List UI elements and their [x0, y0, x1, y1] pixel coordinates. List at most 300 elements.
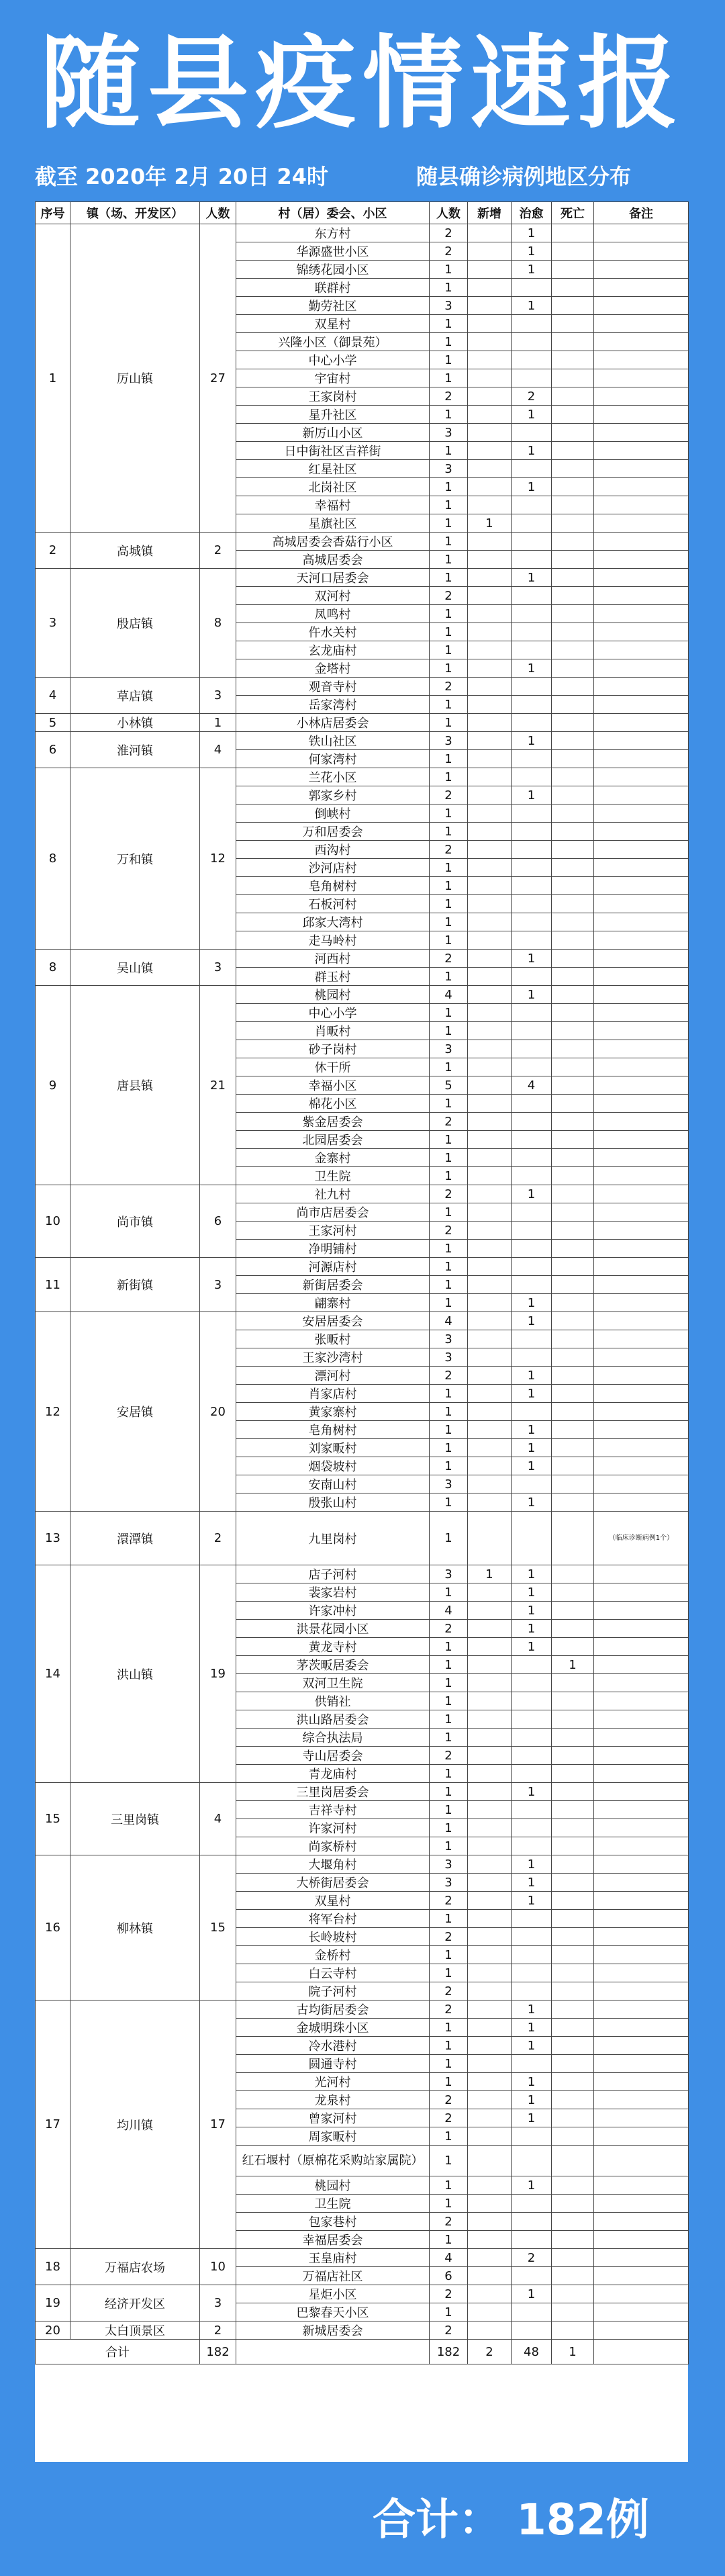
- new-count: [468, 1656, 512, 1674]
- new-count: [468, 986, 512, 1004]
- dead-count: [552, 1294, 594, 1312]
- dead-count: 1: [552, 1656, 594, 1674]
- dead-count: [552, 623, 594, 641]
- new-count: [468, 678, 512, 696]
- dead-count: [552, 659, 594, 678]
- dead-count: [552, 1620, 594, 1638]
- note-cell: [594, 1149, 689, 1167]
- cured-count: [512, 1656, 552, 1674]
- cured-count: 1: [512, 1565, 552, 1583]
- new-count: [468, 533, 512, 551]
- town-count: 4: [200, 1783, 236, 1855]
- village-count: 2: [430, 1928, 468, 1946]
- cured-count: [512, 913, 552, 931]
- dead-count: [552, 1493, 594, 1512]
- note-cell: [594, 1240, 689, 1258]
- dead-count: [552, 460, 594, 478]
- cured-count: [512, 804, 552, 823]
- new-count: [468, 1258, 512, 1276]
- village-count: 1: [430, 2055, 468, 2073]
- village-count: 1: [430, 1765, 468, 1783]
- village-name: 翩寨村: [236, 1294, 430, 1312]
- town-count: 21: [200, 986, 236, 1185]
- new-count: [468, 460, 512, 478]
- new-count: [468, 2303, 512, 2321]
- new-count: [468, 242, 512, 261]
- case-table: [35, 201, 689, 2364]
- cured-count: [512, 696, 552, 714]
- village-name: 许家河村: [236, 1819, 430, 1837]
- note-cell: [594, 804, 689, 823]
- cured-count: 1: [512, 1892, 552, 1910]
- village-count: 1: [430, 2127, 468, 2146]
- village-name: 金塔村: [236, 659, 430, 678]
- town-count: 27: [200, 224, 236, 533]
- new-count: [468, 2019, 512, 2037]
- village-name: 张畈村: [236, 1330, 430, 1348]
- town-name: 小林镇: [70, 714, 200, 732]
- new-count: [468, 2037, 512, 2055]
- new-count: [468, 315, 512, 333]
- cured-count: [512, 1240, 552, 1258]
- cured-count: 1: [512, 1457, 552, 1475]
- village-name: 中心小学: [236, 1004, 430, 1022]
- village-count: 1: [430, 1058, 468, 1076]
- village-name: 冷水港村: [236, 2037, 430, 2055]
- new-count: [468, 641, 512, 659]
- new-count: [468, 2249, 512, 2267]
- note-cell: [594, 2249, 689, 2267]
- village-count: 1: [430, 1385, 468, 1403]
- dead-count: [552, 261, 594, 279]
- cured-count: [512, 2195, 552, 2213]
- cured-count: [512, 1475, 552, 1493]
- dead-count: [552, 1475, 594, 1493]
- village-name: 小林店居委会: [236, 714, 430, 732]
- note-cell: [594, 478, 689, 496]
- village-count: 1: [430, 315, 468, 333]
- dead-count: [552, 1910, 594, 1928]
- new-count: [468, 1512, 512, 1565]
- town-name: 安居镇: [70, 1312, 200, 1512]
- note-cell: [594, 641, 689, 659]
- cured-count: [512, 533, 552, 551]
- village-count: 2: [430, 387, 468, 406]
- note-cell: [594, 2213, 689, 2231]
- cured-count: 1: [512, 569, 552, 587]
- village-count: 1: [430, 1692, 468, 1710]
- village-count: 1: [430, 1910, 468, 1928]
- dead-count: [552, 1022, 594, 1040]
- cured-count: 1: [512, 1439, 552, 1457]
- village-count: 1: [430, 478, 468, 496]
- new-count: [468, 1729, 512, 1747]
- town-count: 1: [200, 714, 236, 732]
- date-label: 截至 2020年 2月 20日 24时: [35, 164, 328, 189]
- dead-count: [552, 1276, 594, 1294]
- header-note: 备注: [594, 202, 689, 224]
- town-no: 5: [36, 714, 70, 732]
- dead-count: [552, 2285, 594, 2303]
- town-no: 13: [36, 1512, 70, 1565]
- town-no: 1: [36, 224, 70, 533]
- new-count: [468, 1095, 512, 1113]
- dead-count: [552, 2055, 594, 2073]
- new-count: 1: [468, 514, 512, 533]
- dead-count: [552, 1222, 594, 1240]
- village-count: 2: [430, 1982, 468, 2000]
- new-count: [468, 895, 512, 913]
- new-count: [468, 1403, 512, 1421]
- note-cell: [594, 2195, 689, 2213]
- new-count: [468, 1457, 512, 1475]
- village-count: 1: [430, 2176, 468, 2195]
- cured-count: 1: [512, 1583, 552, 1602]
- dead-count: [552, 1783, 594, 1801]
- village-count: 1: [430, 1240, 468, 1258]
- header-row: [36, 202, 689, 224]
- new-count: [468, 2176, 512, 2195]
- town-no: 8: [36, 950, 70, 986]
- cured-count: [512, 1765, 552, 1783]
- cured-count: [512, 1167, 552, 1185]
- new-count: [468, 1855, 512, 1874]
- village-name: 砂子岗村: [236, 1040, 430, 1058]
- village-count: 1: [430, 406, 468, 424]
- note-cell: [594, 2231, 689, 2249]
- dead-count: [552, 1729, 594, 1747]
- town-count: 2: [200, 533, 236, 569]
- village-name: 安居居委会: [236, 1312, 430, 1330]
- cured-count: [512, 1674, 552, 1692]
- note-cell: [594, 931, 689, 950]
- new-count: [468, 605, 512, 623]
- town-name: 经济开发区: [70, 2285, 200, 2321]
- village-count: 1: [430, 1819, 468, 1837]
- village-count: 1: [430, 623, 468, 641]
- new-count: [468, 750, 512, 768]
- village-name: 白云寺村: [236, 1964, 430, 1982]
- note-cell: [594, 1874, 689, 1892]
- note-cell: [594, 2285, 689, 2303]
- note-cell: [594, 442, 689, 460]
- town-name: 新街镇: [70, 1258, 200, 1312]
- town-name: 殷店镇: [70, 569, 200, 678]
- cured-count: [512, 1330, 552, 1348]
- header-village-count: 人数: [430, 202, 468, 224]
- town-no: 14: [36, 1565, 70, 1783]
- village-name: 高城居委会香菇行小区: [236, 533, 430, 551]
- village-count: 1: [430, 2037, 468, 2055]
- note-cell: [594, 1185, 689, 1203]
- new-count: [468, 279, 512, 297]
- dead-count: [552, 678, 594, 696]
- cured-count: 1: [512, 1783, 552, 1801]
- village-count: 5: [430, 1076, 468, 1095]
- new-count: [468, 2146, 512, 2176]
- cured-count: [512, 2231, 552, 2249]
- village-name: 净明铺村: [236, 1240, 430, 1258]
- note-cell: [594, 533, 689, 551]
- cured-count: [512, 1910, 552, 1928]
- village-name: 万和居委会: [236, 823, 430, 841]
- note-cell: [594, 224, 689, 242]
- note-cell: [594, 1620, 689, 1638]
- footer-total: [0, 2477, 725, 2564]
- dead-count: [552, 2127, 594, 2146]
- village-count: 4: [430, 2249, 468, 2267]
- note-cell: [594, 714, 689, 732]
- cured-count: [512, 2321, 552, 2340]
- village-name: 北园居委会: [236, 1131, 430, 1149]
- dead-count: [552, 1928, 594, 1946]
- cured-count: [512, 551, 552, 569]
- note-cell: [594, 369, 689, 387]
- village-name: 大堰角村: [236, 1855, 430, 1874]
- note-cell: [594, 297, 689, 315]
- new-count: [468, 841, 512, 859]
- village-name: 河西村: [236, 950, 430, 968]
- village-name: 院子河村: [236, 1982, 430, 2000]
- dead-count: [552, 641, 594, 659]
- village-name: 新街居委会: [236, 1276, 430, 1294]
- note-cell: [594, 1004, 689, 1022]
- village-count: 1: [430, 551, 468, 569]
- note-cell: [594, 1801, 689, 1819]
- cured-count: [512, 1258, 552, 1276]
- village-name: 日中街社区吉祥街: [236, 442, 430, 460]
- cured-count: [512, 678, 552, 696]
- note-cell: [594, 1819, 689, 1837]
- cured-count: [512, 460, 552, 478]
- cured-count: [512, 823, 552, 841]
- village-count: 1: [430, 641, 468, 659]
- dead-count: [552, 1149, 594, 1167]
- note-cell: [594, 1747, 689, 1765]
- village-name: 铁山社区: [236, 732, 430, 750]
- village-name: 吉祥寺村: [236, 1801, 430, 1819]
- village-name: 联群村: [236, 279, 430, 297]
- cured-count: [512, 623, 552, 641]
- dead-count: [552, 823, 594, 841]
- town-name: 澴潭镇: [70, 1512, 200, 1565]
- new-count: [468, 2055, 512, 2073]
- case-table-panel: [35, 201, 688, 2462]
- cured-count: 1: [512, 1294, 552, 1312]
- village-count: 1: [430, 1946, 468, 1964]
- dead-count: [552, 2000, 594, 2019]
- note-cell: [594, 514, 689, 533]
- note-cell: [594, 1022, 689, 1040]
- dead-count: [552, 442, 594, 460]
- dead-count: [552, 841, 594, 859]
- new-count: [468, 2285, 512, 2303]
- dead-count: [552, 1583, 594, 1602]
- new-count: [468, 478, 512, 496]
- table-row: [36, 950, 689, 968]
- new-count: [468, 1874, 512, 1892]
- village-name: 高城居委会: [236, 551, 430, 569]
- village-count: 1: [430, 333, 468, 351]
- village-name: 双星村: [236, 1892, 430, 1910]
- new-count: [468, 877, 512, 895]
- village-name: 殷张山村: [236, 1493, 430, 1512]
- new-count: [468, 823, 512, 841]
- town-no: 6: [36, 732, 70, 768]
- village-name: 综合执法局: [236, 1729, 430, 1747]
- note-cell: [594, 2176, 689, 2195]
- new-count: [468, 913, 512, 931]
- village-name: 桃园村: [236, 2176, 430, 2195]
- cured-count: [512, 496, 552, 514]
- header-new: 新增: [468, 202, 512, 224]
- header-no: 序号: [36, 202, 70, 224]
- dead-count: [552, 1602, 594, 1620]
- new-count: [468, 714, 512, 732]
- village-name: 周家畈村: [236, 2127, 430, 2146]
- table-row: [36, 224, 689, 242]
- cured-count: 1: [512, 1638, 552, 1656]
- village-name: 新厉山小区: [236, 424, 430, 442]
- village-count: 1: [430, 1004, 468, 1022]
- cured-count: [512, 1203, 552, 1222]
- village-count: 1: [430, 913, 468, 931]
- note-cell: [594, 968, 689, 986]
- village-name: 石板河村: [236, 895, 430, 913]
- note-cell: [594, 1765, 689, 1783]
- dead-count: [552, 1312, 594, 1330]
- note-cell: [594, 261, 689, 279]
- note-cell: [594, 877, 689, 895]
- note-cell: [594, 1167, 689, 1185]
- village-name: 紫金居委会: [236, 1113, 430, 1131]
- village-count: 1: [430, 1439, 468, 1457]
- cured-count: 1: [512, 1385, 552, 1403]
- village-count: 3: [430, 1330, 468, 1348]
- cured-count: 1: [512, 786, 552, 804]
- cured-count: [512, 1837, 552, 1855]
- dead-count: [552, 696, 594, 714]
- note-cell: [594, 1203, 689, 1222]
- village-count: 3: [430, 1040, 468, 1058]
- new-count: [468, 1602, 512, 1620]
- new-count: [468, 623, 512, 641]
- cured-count: [512, 1095, 552, 1113]
- village-name: 幸福居委会: [236, 2231, 430, 2249]
- total-town-count: 182: [200, 2340, 236, 2364]
- town-count: 17: [200, 2000, 236, 2249]
- village-count: 1: [430, 1583, 468, 1602]
- village-name: 九里岗村: [236, 1512, 430, 1565]
- note-cell: [594, 1367, 689, 1385]
- village-count: 1: [430, 279, 468, 297]
- cured-count: [512, 931, 552, 950]
- village-count: 3: [430, 297, 468, 315]
- village-count: 2: [430, 1747, 468, 1765]
- page-title: 随县疫情速报: [40, 26, 685, 142]
- dead-count: [552, 732, 594, 750]
- new-count: [468, 387, 512, 406]
- dead-count: [552, 895, 594, 913]
- village-count: 1: [430, 877, 468, 895]
- new-count: [468, 351, 512, 369]
- dead-count: [552, 1095, 594, 1113]
- note-cell: [594, 859, 689, 877]
- cured-count: [512, 1131, 552, 1149]
- village-count: 3: [430, 460, 468, 478]
- village-name: 黄家寨村: [236, 1403, 430, 1421]
- table-row: [36, 1855, 689, 1874]
- note-cell: [594, 841, 689, 859]
- new-count: [468, 1348, 512, 1367]
- dead-count: [552, 2303, 594, 2321]
- note-cell: [594, 1421, 689, 1439]
- new-count: [468, 424, 512, 442]
- table-row: [36, 986, 689, 1004]
- new-count: [468, 297, 512, 315]
- dead-count: [552, 496, 594, 514]
- new-count: [468, 1149, 512, 1167]
- note-cell: [594, 1095, 689, 1113]
- dead-count: [552, 1185, 594, 1203]
- cured-count: 1: [512, 1620, 552, 1638]
- dead-count: [552, 1855, 594, 1874]
- village-count: 1: [430, 1512, 468, 1565]
- cured-count: [512, 1819, 552, 1837]
- village-name: 锦绣花园小区: [236, 261, 430, 279]
- dead-count: [552, 1439, 594, 1457]
- dead-count: [552, 551, 594, 569]
- town-name: 柳林镇: [70, 1855, 200, 2000]
- dead-count: [552, 1710, 594, 1729]
- village-name: 尚家桥村: [236, 1837, 430, 1855]
- town-count: 6: [200, 1185, 236, 1258]
- note-cell: [594, 1910, 689, 1928]
- cured-count: [512, 1729, 552, 1747]
- village-count: 3: [430, 1855, 468, 1874]
- new-count: [468, 2109, 512, 2127]
- note-cell: [594, 1729, 689, 1747]
- village-name: 新城居委会: [236, 2321, 430, 2340]
- dead-count: [552, 351, 594, 369]
- cured-count: 1: [512, 950, 552, 968]
- cured-count: 1: [512, 2091, 552, 2109]
- dead-count: [552, 2176, 594, 2195]
- village-count: 1: [430, 2019, 468, 2037]
- dead-count: [552, 514, 594, 533]
- village-name: 兴隆小区（御景苑）: [236, 333, 430, 351]
- note-cell: [594, 1276, 689, 1294]
- table-row: [36, 2000, 689, 2019]
- cured-count: [512, 2303, 552, 2321]
- new-count: [468, 1421, 512, 1439]
- table-row: [36, 569, 689, 587]
- village-name: 卫生院: [236, 2195, 430, 2213]
- cured-count: 4: [512, 1076, 552, 1095]
- cured-count: [512, 514, 552, 533]
- note-cell: [594, 623, 689, 641]
- village-count: 1: [430, 968, 468, 986]
- dead-count: [552, 1367, 594, 1385]
- village-count: 1: [430, 859, 468, 877]
- new-count: [468, 1294, 512, 1312]
- dead-count: [552, 859, 594, 877]
- village-name: 肖家店村: [236, 1385, 430, 1403]
- note-cell: [594, 496, 689, 514]
- note-cell: （临床诊断病例1个）: [594, 1512, 689, 1565]
- village-name: 沙河店村: [236, 859, 430, 877]
- header-cured: 治愈: [512, 202, 552, 224]
